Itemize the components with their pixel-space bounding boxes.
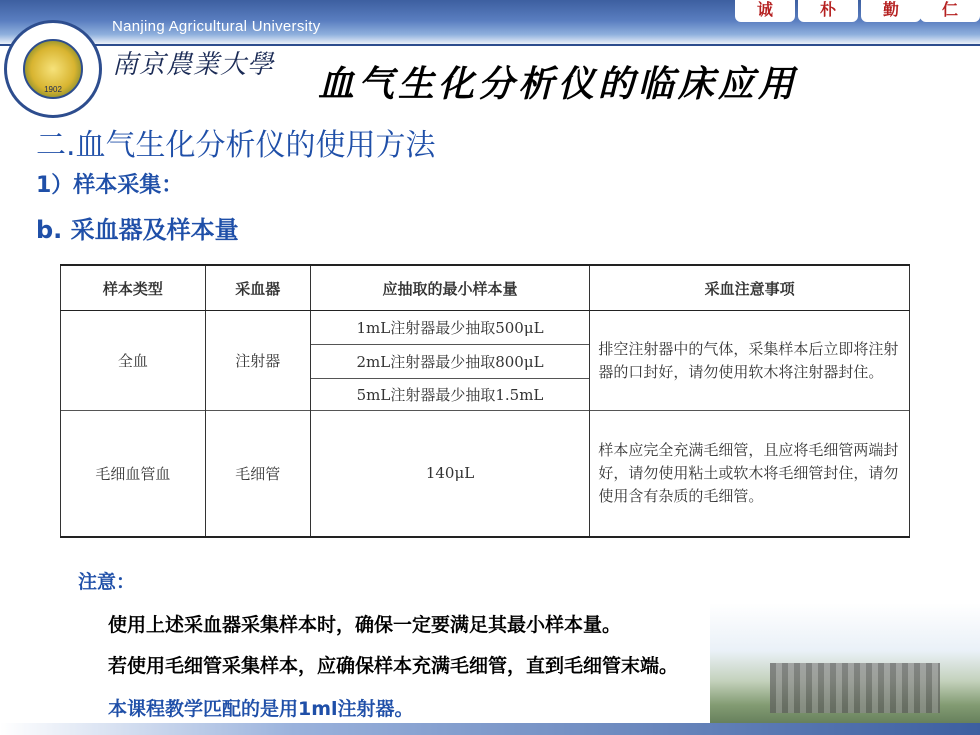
table-header-cell: 采血注意事项 — [590, 265, 910, 311]
logo-year: 1902 — [44, 85, 62, 94]
section-heading: 二.血气生化分析仪的使用方法 — [36, 128, 436, 163]
note-line: 使用上述采血器采集样本时，确保一定要满足其最小样本量。 — [108, 614, 622, 636]
subsection-heading: 1）样本采集： — [36, 173, 184, 198]
note-line: 若使用毛细管采集样本，应确保样本充满毛细管，直到毛细管末端。 — [108, 655, 679, 677]
sample-type-cell: 毛细血管血 — [61, 411, 206, 537]
motto-char: 仁 — [920, 0, 980, 22]
device-cell: 毛细管 — [205, 411, 310, 537]
table-row — [61, 311, 910, 345]
sample-type-cell: 全血 — [61, 311, 206, 411]
table-header-cell: 应抽取的最小样本量 — [310, 265, 590, 311]
motto-char: 勤 — [861, 0, 921, 22]
note-line: 本课程教学匹配的是用1ml注射器。 — [108, 698, 414, 720]
amount-cell: 1mL注射器最少抽取500μL — [310, 311, 590, 345]
table-row — [61, 411, 910, 537]
logo-emblem — [23, 39, 83, 99]
university-name-en: Nanjing Agricultural University — [112, 18, 321, 35]
motto-char: 朴 — [798, 0, 858, 22]
sample-table — [60, 264, 910, 538]
subsubsection-heading: b. 采血器及样本量 — [36, 216, 239, 244]
motto-char: 诚 — [735, 0, 795, 22]
university-logo — [4, 20, 102, 118]
table-header-row — [61, 265, 910, 311]
amount-cell: 2mL注射器最少抽取800μL — [310, 345, 590, 379]
note-cell: 样本应完全充满毛细管，且应将毛细管两端封好，请勿使用粘土或软木将毛细管封住，请勿使用含有杂质的毛细管。 — [590, 411, 910, 537]
amount-cell: 140μL — [310, 411, 590, 537]
university-name-cn: 南京農業大學 — [112, 50, 275, 80]
amount-cell: 5mL注射器最少抽取1.5mL — [310, 379, 590, 411]
device-cell: 注射器 — [205, 311, 310, 411]
note-cell: 排空注射器中的气体，采集样本后立即将注射器的口封好，请勿使用软木将注射器封住。 — [590, 311, 910, 411]
table-header-cell: 采血器 — [205, 265, 310, 311]
slide-title: 血气生化分析仪的临床应用 — [318, 63, 799, 105]
footer-bar — [0, 723, 980, 735]
table-header-cell: 样本类型 — [61, 265, 206, 311]
note-title: 注意： — [78, 571, 136, 593]
campus-building — [770, 663, 940, 713]
